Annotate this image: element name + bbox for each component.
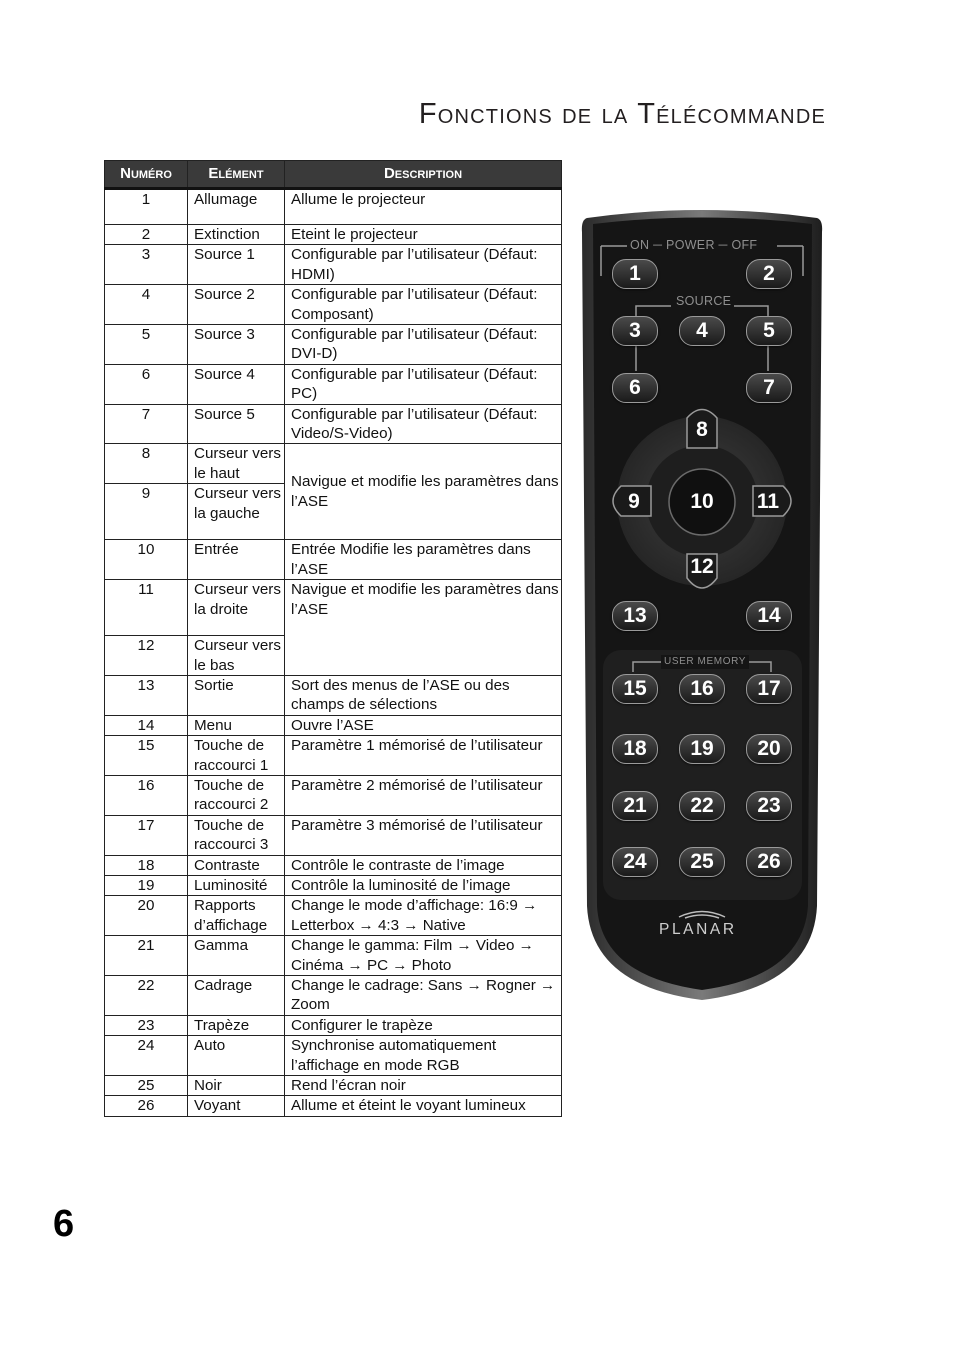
remote-button-19-brightness[interactable]: 19 [679,734,725,764]
row-number: 3 [105,245,188,285]
row-number: 5 [105,325,188,365]
row-element: Voyant [188,1096,285,1116]
page-title: Fonctions de la Télécommande [418,98,826,130]
remote-button-12-cursor-down[interactable]: 12 [690,555,714,578]
row-element: Menu [188,715,285,735]
table-row [105,285,562,325]
remote-button-8-cursor-up[interactable]: 8 [696,418,708,441]
remote-control-illustration [581,206,824,1002]
page-number: 6 [53,1203,75,1245]
remote-button-4-source-2[interactable]: 4 [679,316,725,346]
row-number: 25 [105,1076,188,1096]
table-row [105,580,562,636]
row-number: 4 [105,285,188,325]
remote-button-17-hotkey-3[interactable]: 17 [746,674,792,704]
row-description: Ouvre l’ASE [285,715,562,735]
row-description: Configurable par l’utilisateur (Défaut: HDMI) [285,245,562,285]
remote-button-9-cursor-left[interactable]: 9 [628,490,640,513]
table-row [105,1076,562,1096]
row-description: Paramètre 2 mémorisé de l’utilisateur [285,775,562,815]
table-row [105,444,562,484]
row-element: Touche de raccourci 1 [188,736,285,776]
row-description: Contrôle le contraste de l’image [285,855,562,875]
row-element: Entrée [188,540,285,580]
row-number: 12 [105,636,188,676]
row-element: Curseur vers la gauche [188,484,285,540]
row-description: Eteint le projecteur [285,225,562,245]
row-number: 16 [105,775,188,815]
table-row [105,675,562,715]
row-description: Configurable par l’utilisateur (Défaut: PC) [285,364,562,404]
table-row [105,225,562,245]
row-number: 18 [105,855,188,875]
row-description: Allume le projecteur [285,189,562,225]
row-number: 26 [105,1096,188,1116]
row-element: Source 3 [188,325,285,365]
power-label: ON ─ POWER ─ OFF [627,238,760,252]
row-description: Configurable par l’utilisateur (Défaut: DVI-D) [285,325,562,365]
remote-button-1-power-on[interactable]: 1 [612,259,658,289]
row-element: Touche de raccourci 2 [188,775,285,815]
remote-button-2-power-off[interactable]: 2 [746,259,792,289]
table-row [105,976,562,1016]
remote-button-11-cursor-right[interactable]: 11 [756,490,780,513]
source-label: SOURCE [673,294,734,308]
row-element: Allumage [188,189,285,225]
row-element: Cadrage [188,976,285,1016]
row-number: 15 [105,736,188,776]
row-description: Configurer le trapèze [285,1015,562,1035]
table-row [105,736,562,776]
row-description: Rend l’écran noir [285,1076,562,1096]
remote-button-7-source-5[interactable]: 7 [746,373,792,403]
row-number: 13 [105,675,188,715]
row-description: Synchronise automatiquement l’affichage en mode RGB [285,1036,562,1076]
table-row [105,775,562,815]
row-element: Source 5 [188,404,285,444]
remote-button-10-enter[interactable]: 10 [690,490,714,513]
table-row [105,1015,562,1035]
column-header-description: Description [285,161,562,189]
row-description: Navigue et modifie les paramètres dans l’ASE [285,444,562,540]
planar-logo: PLANAR [659,921,737,938]
row-number: 6 [105,364,188,404]
table-row [105,1036,562,1076]
remote-button-20-aspect[interactable]: 20 [746,734,792,764]
table-row [105,189,562,225]
remote-button-25-blank[interactable]: 25 [679,847,725,877]
row-number: 22 [105,976,188,1016]
column-header-number: Numéro [105,161,188,189]
row-element: Gamma [188,936,285,976]
remote-button-24-auto[interactable]: 24 [612,847,658,877]
row-description: Paramètre 3 mémorisé de l’utilisateur [285,815,562,855]
row-number: 7 [105,404,188,444]
table-row [105,364,562,404]
row-element: Contraste [188,855,285,875]
table-row [105,815,562,855]
row-description: Entrée Modifie les paramètres dans l’ASE [285,540,562,580]
user-memory-label: USER MEMORY [661,655,749,669]
row-element: Auto [188,1036,285,1076]
row-element: Curseur vers le haut [188,444,285,484]
remote-functions-table [104,160,562,1117]
row-description: Contrôle la luminosité de l’image [285,875,562,895]
row-element: Curseur vers le bas [188,636,285,676]
row-description: Allume et éteint le voyant lumineux [285,1096,562,1116]
row-description: Paramètre 1 mémorisé de l’utilisateur [285,736,562,776]
remote-button-21-gamma[interactable]: 21 [612,791,658,821]
row-element: Source 1 [188,245,285,285]
remote-button-22-overscan[interactable]: 22 [679,791,725,821]
row-number: 19 [105,875,188,895]
remote-button-18-contrast[interactable]: 18 [612,734,658,764]
row-element: Extinction [188,225,285,245]
table-row [105,715,562,735]
table-row [105,855,562,875]
row-description: Change le gamma: Film → Video → Cinéma → PC → Photo [285,936,562,976]
column-header-element: Elément [188,161,285,189]
row-number: 8 [105,444,188,484]
remote-button-23-keystone[interactable]: 23 [746,791,792,821]
row-element: Source 2 [188,285,285,325]
row-number: 24 [105,1036,188,1076]
row-element: Luminosité [188,875,285,895]
row-element: Trapèze [188,1015,285,1035]
row-description: Configurable par l’utilisateur (Défaut: Video/S-Video) [285,404,562,444]
row-number: 17 [105,815,188,855]
table-row [105,404,562,444]
row-number: 21 [105,936,188,976]
row-description: Sort des menus de l’ASE ou des champs de sélections [285,675,562,715]
row-description: Navigue et modifie les paramètres dans l’ASE [285,580,562,676]
remote-button-26-led[interactable]: 26 [746,847,792,877]
remote-button-6-source-4[interactable]: 6 [612,373,658,403]
table-header-row [105,161,562,189]
row-element: Rapports d’affichage [188,896,285,936]
table-row [105,1096,562,1116]
table-row [105,540,562,580]
row-description: Change le cadrage: Sans → Rogner → Zoom [285,976,562,1016]
row-number: 14 [105,715,188,735]
row-element: Noir [188,1076,285,1096]
remote-button-14-menu[interactable]: 14 [746,601,792,631]
remote-button-3-source-1[interactable]: 3 [612,316,658,346]
remote-button-13-exit[interactable]: 13 [612,601,658,631]
table-row [105,896,562,936]
table-row [105,875,562,895]
row-number: 2 [105,225,188,245]
remote-button-15-hotkey-1[interactable]: 15 [612,674,658,704]
row-description: Change le mode d’affichage: 16:9 → Letterbox → 4:3 → Native [285,896,562,936]
row-number: 23 [105,1015,188,1035]
row-description: Configurable par l’utilisateur (Défaut: Composant) [285,285,562,325]
row-element: Curseur vers la droite [188,580,285,636]
row-element: Touche de raccourci 3 [188,815,285,855]
row-number: 1 [105,189,188,225]
table-row [105,936,562,976]
row-number: 11 [105,580,188,636]
table-row [105,245,562,285]
row-number: 10 [105,540,188,580]
row-element: Sortie [188,675,285,715]
row-number: 20 [105,896,188,936]
remote-button-5-source-3[interactable]: 5 [746,316,792,346]
remote-button-16-hotkey-2[interactable]: 16 [679,674,725,704]
table-row [105,325,562,365]
row-element: Source 4 [188,364,285,404]
row-number: 9 [105,484,188,540]
